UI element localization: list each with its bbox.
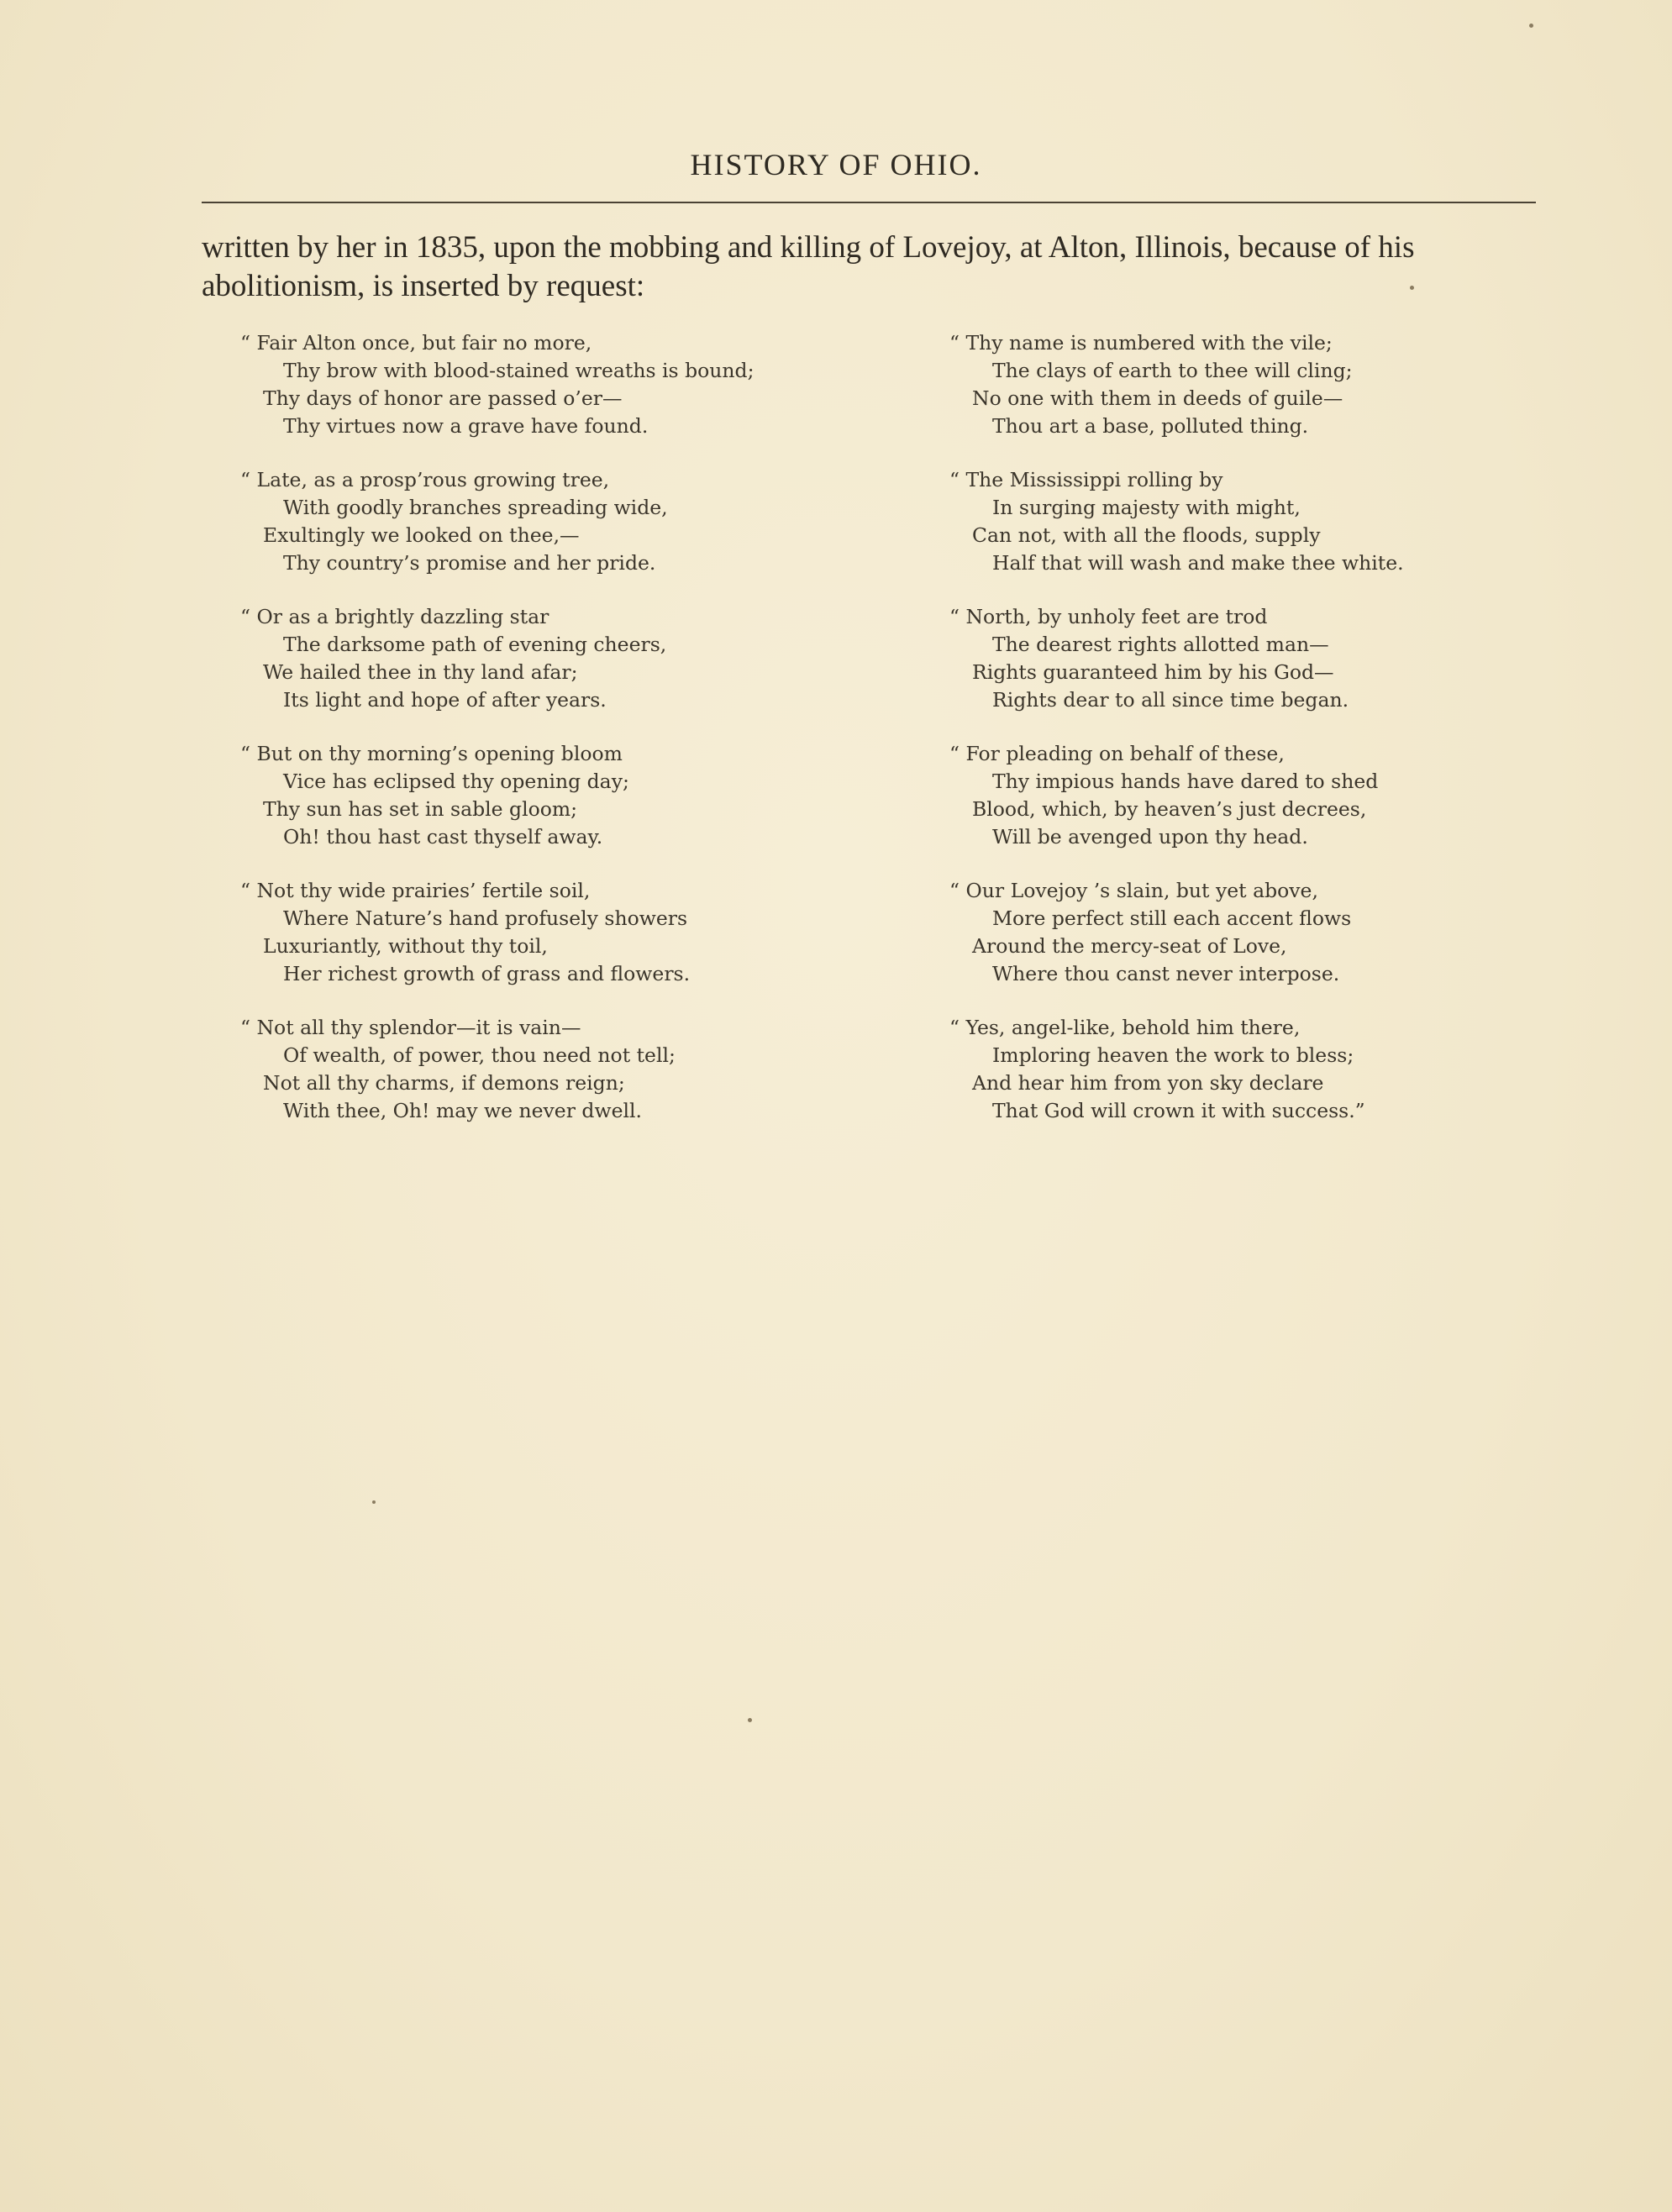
stanza: [949, 877, 1538, 988]
verse-line: “ The Mississippi rolling by: [949, 468, 1223, 491]
verse-line: Half that will wash and make thee white.: [992, 551, 1404, 575]
stanza: [949, 740, 1538, 851]
verse-line: No one with them in deeds of guile—: [972, 386, 1343, 410]
verse-line: Her richest growth of grass and flowers.: [283, 962, 691, 985]
verse-line: “ Thy name is numbered with the vile;: [949, 331, 1333, 355]
verse-line: Rights dear to all since time began.: [992, 688, 1349, 712]
verse-line: Where thou canst never interpose.: [992, 962, 1340, 985]
paper-speck: [372, 1500, 376, 1504]
verse-line: Rights guaranteed him by his God—: [972, 660, 1334, 684]
verse-line: Of wealth, of power, thou need not tell;: [283, 1043, 676, 1067]
verse-line: We hailed thee in thy land afar;: [263, 660, 578, 684]
verse-line: Exultingly we looked on thee,—: [263, 523, 580, 547]
stanza: [240, 877, 912, 988]
verse-line: “ But on thy morning’s opening bloom: [240, 742, 623, 765]
verse-line: “ Fair Alton once, but fair no more,: [240, 331, 592, 355]
verse-line: The dearest rights allotted man—: [992, 633, 1329, 656]
verse-line: “ Or as a brightly dazzling star: [240, 605, 549, 628]
verse-line: Thy brow with blood-stained wreaths is bound;: [283, 359, 755, 382]
verse-line: Luxuriantly, without thy toil,: [263, 934, 548, 958]
stanza: [240, 603, 912, 714]
stanza: [240, 740, 912, 851]
verse-line: Vice has eclipsed thy opening day;: [283, 770, 629, 793]
header-rule: [202, 202, 1536, 203]
verse-line: “ Yes, angel-like, behold him there,: [949, 1016, 1301, 1039]
verse-line: Around the mercy-seat of Love,: [972, 934, 1287, 958]
verse-line: Oh! thou hast cast thyself away.: [283, 825, 603, 849]
verse-line: With goodly branches spreading wide,: [283, 496, 668, 519]
verse-line: “ For pleading on behalf of these,: [949, 742, 1285, 765]
paper-speck: [748, 1718, 752, 1722]
verse-line: Its light and hope of after years.: [283, 688, 607, 712]
verse-line: “ North, by unholy feet are trod: [949, 605, 1268, 628]
stanza: [949, 603, 1538, 714]
verse-line: Will be avenged upon thy head.: [992, 825, 1308, 849]
paper-speck: [1410, 286, 1414, 290]
stanza: [949, 466, 1538, 577]
page-title: HISTORY OF OHIO.: [690, 148, 982, 181]
verse-line: Where Nature’s hand profusely showers: [283, 906, 688, 930]
verse-line: “ Our Lovejoy ’s slain, but yet above,: [949, 879, 1318, 902]
verse-line: Thy virtues now a grave have found.: [283, 414, 649, 438]
stanza: [240, 329, 912, 440]
verse-line: Can not, with all the floods, supply: [972, 523, 1321, 547]
stanza: [949, 329, 1538, 440]
verse-line: The clays of earth to thee will cling;: [992, 359, 1353, 382]
verse-line: Imploring heaven the work to bless;: [992, 1043, 1354, 1067]
paper-speck: [1529, 24, 1533, 28]
verse-line: With thee, Oh! may we never dwell.: [283, 1099, 642, 1122]
verse-line: “ Late, as a prosp’rous growing tree,: [240, 468, 610, 491]
verse-line: Thou art a base, polluted thing.: [992, 414, 1309, 438]
verse-line: “ Not all thy splendor—it is vain—: [240, 1016, 581, 1039]
poem-right-column: [949, 329, 1538, 1151]
verse-line: That God will crown it with success.”: [992, 1099, 1365, 1122]
verse-line: More perfect still each accent flows: [992, 906, 1352, 930]
verse-line: The darksome path of evening cheers,: [283, 633, 667, 656]
verse-line: Thy country’s promise and her pride.: [283, 551, 656, 575]
intro-paragraph: written by her in 1835, upon the mobbing and killing of Lovejoy, at Alton, Illinois, because of his abolitionism, is inserted by request:: [202, 230, 1415, 303]
verse-line: Blood, which, by heaven’s just decrees,: [972, 797, 1367, 821]
verse-line: And hear him from yon sky declare: [972, 1071, 1324, 1095]
verse-line: Thy impious hands have dared to shed: [992, 770, 1379, 793]
poem-left-column: [240, 329, 912, 1151]
verse-line: Thy days of honor are passed o’er—: [263, 386, 623, 410]
stanza: [240, 466, 912, 577]
verse-line: In surging majesty with might,: [992, 496, 1301, 519]
verse-line: “ Not thy wide prairies’ fertile soil,: [240, 879, 591, 902]
verse-line: Thy sun has set in sable gloom;: [263, 797, 578, 821]
stanza: [949, 1014, 1538, 1125]
stanza: [240, 1014, 912, 1125]
verse-line: Not all thy charms, if demons reign;: [263, 1071, 625, 1095]
